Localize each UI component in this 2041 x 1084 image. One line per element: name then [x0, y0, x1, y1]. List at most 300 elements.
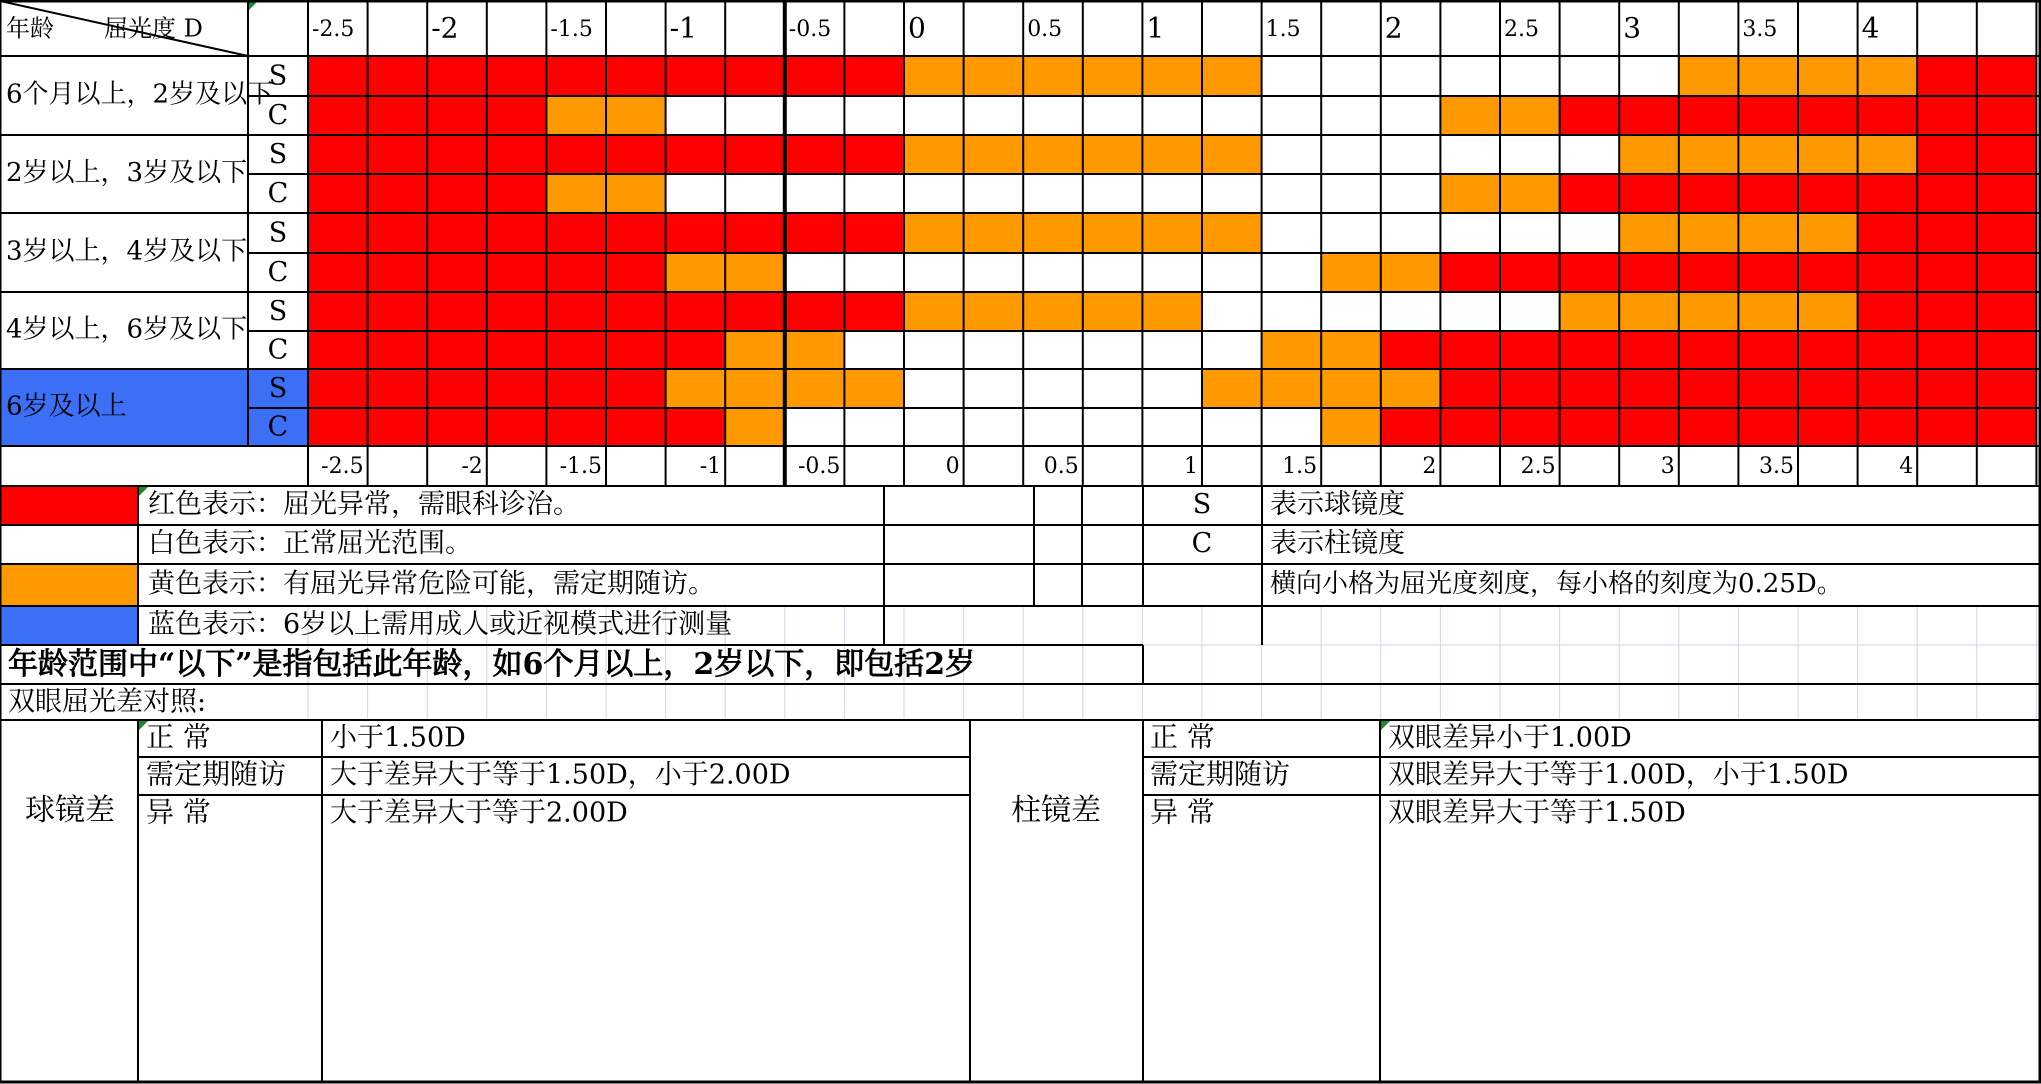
cylinder-level: 需定期随访	[1150, 757, 1291, 791]
heatmap-cell	[1023, 56, 1083, 96]
heatmap-cell	[546, 174, 606, 213]
heatmap-cell	[1202, 96, 1262, 135]
heatmap-cell	[487, 135, 547, 174]
heatmap-cell	[785, 56, 845, 96]
legend-swatch	[0, 525, 138, 564]
legend-swatch	[0, 486, 138, 525]
heatmap-cell	[1619, 174, 1679, 213]
heatmap-cell	[1381, 369, 1441, 408]
heatmap-cell	[427, 213, 487, 253]
heatmap-cell	[725, 253, 785, 292]
heatmap-cell	[1858, 253, 1918, 292]
heatmap-cell	[725, 174, 785, 213]
abbr-code: C	[1191, 528, 1213, 559]
heatmap-cell	[1560, 135, 1620, 174]
heatmap-cell	[1679, 369, 1739, 408]
heatmap-cell	[1500, 253, 1560, 292]
heatmap-cell	[785, 174, 845, 213]
heatmap-cell	[785, 213, 845, 253]
heatmap-cell	[785, 331, 845, 369]
heatmap-cell	[1440, 135, 1500, 174]
heatmap-cell	[1023, 174, 1083, 213]
x-tick-label-top: 2.5	[1504, 17, 1539, 42]
heatmap-cell	[1917, 135, 1977, 174]
heatmap-cell	[1798, 96, 1858, 135]
heatmap-cell	[546, 331, 606, 369]
heatmap-cell	[1083, 292, 1143, 331]
heatmap-cell	[1560, 331, 1620, 369]
heatmap-cell	[1560, 213, 1620, 253]
heatmap-cell	[1917, 174, 1977, 213]
heatmap-cell	[1023, 135, 1083, 174]
heatmap-cell	[666, 135, 726, 174]
heatmap-cell	[844, 369, 904, 408]
heatmap-cell	[1858, 292, 1918, 331]
legend-swatch	[0, 564, 138, 606]
heatmap-cell	[725, 135, 785, 174]
heatmap-cell	[1381, 408, 1441, 446]
abbr-text: 表示柱镜度	[1270, 528, 1405, 559]
heatmap-cell	[546, 292, 606, 331]
heatmap-cell	[964, 253, 1024, 292]
x-tick-label-bottom: 3	[1660, 454, 1675, 479]
heatmap-cell	[1262, 408, 1322, 446]
heatmap-cell	[1142, 253, 1202, 292]
heatmap-cell	[1679, 56, 1739, 96]
heatmap-cell	[1619, 56, 1679, 96]
heatmap-cell	[1977, 331, 2037, 369]
heatmap-cell	[1738, 331, 1798, 369]
heatmap-cell	[1083, 408, 1143, 446]
heatmap-cell	[1858, 213, 1918, 253]
x-tick-label-top: 0.5	[1027, 17, 1063, 42]
heatmap-cell	[606, 369, 666, 408]
header-refraction-label: 屈光度 D	[104, 14, 203, 43]
heatmap-cell	[546, 213, 606, 253]
heatmap-cell	[1858, 56, 1918, 96]
heatmap-cell	[1977, 96, 2037, 135]
heatmap-cell	[844, 331, 904, 369]
heatmap-cell	[546, 56, 606, 96]
heatmap-cell	[725, 56, 785, 96]
heatmap-cell	[1917, 408, 1977, 446]
heatmap-cell	[1798, 292, 1858, 331]
heatmap-cell	[606, 408, 666, 446]
heatmap-cell	[725, 369, 785, 408]
cylinder-level: 正 常	[1150, 720, 1215, 754]
heatmap-cell	[1440, 369, 1500, 408]
heatmap-cell	[1142, 135, 1202, 174]
heatmap-cell	[606, 331, 666, 369]
heatmap-cell	[1560, 56, 1620, 96]
heatmap-cell	[1023, 96, 1083, 135]
heatmap-cell	[1262, 174, 1322, 213]
heatmap-cell	[1560, 96, 1620, 135]
heatmap-cell	[1083, 331, 1143, 369]
heatmap-cell	[785, 369, 845, 408]
heatmap-cell	[1023, 253, 1083, 292]
binocular-title: 双眼屈光差对照:	[8, 686, 207, 718]
sphere-level: 正 常	[146, 720, 211, 754]
heatmap-cell	[666, 56, 726, 96]
heatmap-cell	[1619, 213, 1679, 253]
x-tick-label-top: -0.5	[788, 17, 832, 42]
heatmap-cell	[487, 174, 547, 213]
heatmap-cell	[1917, 292, 1977, 331]
heatmap-cell	[427, 408, 487, 446]
lens-type-label: S	[268, 139, 288, 170]
heatmap-cell	[964, 135, 1024, 174]
heatmap-cell	[606, 56, 666, 96]
heatmap-cell	[1858, 135, 1918, 174]
heatmap-cell	[844, 174, 904, 213]
x-tick-label-bottom: -0.5	[797, 454, 841, 479]
heatmap-cell	[1440, 408, 1500, 446]
heatmap-cell	[1321, 253, 1381, 292]
heatmap-cell	[427, 253, 487, 292]
heatmap-cell	[487, 292, 547, 331]
heatmap-cell	[546, 96, 606, 135]
heatmap-cell	[1381, 96, 1441, 135]
x-tick-label-top: 3	[1623, 11, 1642, 45]
heatmap-cell	[666, 96, 726, 135]
heatmap-cell	[964, 174, 1024, 213]
heatmap-cell	[964, 213, 1024, 253]
sphere-desc: 小于1.50D	[330, 722, 466, 754]
heatmap-cell	[1321, 331, 1381, 369]
x-tick-label-bottom: 1.5	[1282, 454, 1318, 479]
heatmap-cell	[1619, 253, 1679, 292]
heatmap-cell	[725, 331, 785, 369]
heatmap-cell	[546, 369, 606, 408]
heatmap-cell	[1142, 174, 1202, 213]
legend-swatch	[0, 606, 138, 645]
heatmap-cell	[1381, 135, 1441, 174]
heatmap-cell	[1977, 292, 2037, 331]
heatmap-cell	[1262, 331, 1322, 369]
heatmap-cell	[1381, 213, 1441, 253]
x-tick-label-top: -2.5	[312, 17, 355, 42]
heatmap-cell	[1977, 253, 2037, 292]
heatmap-cell	[1738, 369, 1798, 408]
age-range-note: 年龄范围中“以下”是指包括此年龄，如6个月以上，2岁以下，即包括2岁	[8, 647, 976, 682]
heatmap-cell	[666, 253, 726, 292]
heatmap-cell	[1500, 408, 1560, 446]
heatmap-cell	[1142, 292, 1202, 331]
heatmap-cell	[1321, 408, 1381, 446]
heatmap-cell	[1202, 213, 1262, 253]
sphere-desc: 大于差异大于等于2.00D	[330, 797, 628, 829]
heatmap-cell	[844, 213, 904, 253]
heatmap-cell	[546, 135, 606, 174]
heatmap-cell	[1858, 96, 1918, 135]
heatmap-cell	[1262, 369, 1322, 408]
heatmap-cell	[666, 213, 726, 253]
heatmap-cell	[427, 174, 487, 213]
heatmap-cell	[1202, 292, 1262, 331]
heatmap-cell	[1917, 96, 1977, 135]
heatmap-cell	[1202, 253, 1262, 292]
heatmap-cell	[1440, 56, 1500, 96]
x-tick-label-bottom: -2	[461, 454, 483, 479]
heatmap-cell	[725, 96, 785, 135]
sphere-diff-title: 球镜差	[25, 793, 115, 828]
heatmap-cell	[487, 213, 547, 253]
heatmap-cell	[606, 292, 666, 331]
heatmap-cell	[964, 331, 1024, 369]
age-group-label: 6个月以上，2岁及以下	[6, 79, 274, 110]
heatmap-cell	[1142, 213, 1202, 253]
x-tick-label-top: 0	[908, 11, 926, 45]
heatmap-cell	[785, 135, 845, 174]
heatmap-cell	[427, 292, 487, 331]
heatmap-cell	[1440, 253, 1500, 292]
heatmap-cell	[1619, 96, 1679, 135]
heatmap-cell	[1679, 213, 1739, 253]
cylinder-desc: 双眼差异大于等于1.00D，小于1.50D	[1388, 759, 1849, 791]
heatmap-cell	[1083, 56, 1143, 96]
heatmap-cell	[1500, 56, 1560, 96]
heatmap-cell	[427, 96, 487, 135]
heatmap-cell	[1738, 96, 1798, 135]
heatmap-cell	[1560, 408, 1620, 446]
heatmap-cell	[1262, 253, 1322, 292]
x-tick-label-bottom: -1.5	[559, 454, 602, 479]
heatmap-cell	[1858, 174, 1918, 213]
heatmap-cell	[1440, 174, 1500, 213]
lens-type-label: S	[268, 296, 288, 327]
heatmap-cell	[1798, 213, 1858, 253]
heatmap-cell	[1500, 96, 1560, 135]
heatmap-cell	[1321, 56, 1381, 96]
heatmap-cell	[1202, 369, 1262, 408]
heatmap-cell	[1202, 135, 1262, 174]
heatmap-cell	[427, 135, 487, 174]
header-age-label: 年龄	[6, 14, 54, 43]
heatmap-cell	[725, 408, 785, 446]
heatmap-cell	[1262, 135, 1322, 174]
heatmap-cell	[1679, 408, 1739, 446]
heatmap-cell	[1142, 56, 1202, 96]
age-group-label: 2岁以上，3岁及以下	[6, 158, 248, 188]
heatmap-cell	[1500, 213, 1560, 253]
note-marker-icon	[138, 487, 148, 497]
heatmap-cell	[844, 408, 904, 446]
x-tick-label-bottom: 2.5	[1520, 454, 1556, 479]
heatmap-cell	[666, 331, 726, 369]
heatmap-cell	[1023, 331, 1083, 369]
heatmap-cell	[1977, 135, 2037, 174]
heatmap-cell	[427, 56, 487, 96]
heatmap-cell	[1619, 408, 1679, 446]
heatmap-cell	[904, 213, 964, 253]
heatmap-cell	[487, 253, 547, 292]
heatmap-cell	[1619, 292, 1679, 331]
x-tick-label-top: -2	[431, 11, 459, 45]
heatmap-cell	[606, 135, 666, 174]
heatmap-cell	[1202, 174, 1262, 213]
heatmap-cell	[666, 408, 726, 446]
x-tick-label-top: -1	[669, 11, 697, 45]
abbr-text: 表示球镜度	[1270, 489, 1405, 520]
heatmap-cell	[904, 56, 964, 96]
heatmap-cell	[1738, 56, 1798, 96]
x-tick-label-top: 1.5	[1265, 17, 1301, 42]
x-tick-label-top: 1	[1146, 11, 1165, 45]
heatmap-cell	[427, 369, 487, 408]
x-tick-label-bottom: -1	[699, 454, 722, 479]
heatmap-cell	[1679, 135, 1739, 174]
heatmap-cell	[1798, 369, 1858, 408]
x-tick-label-bottom: 3.5	[1759, 454, 1794, 479]
heatmap-cell	[1440, 213, 1500, 253]
heatmap-cell	[1202, 408, 1262, 446]
heatmap-cell	[1023, 369, 1083, 408]
sphere-level: 需定期随访	[146, 757, 287, 791]
heatmap-cell	[964, 369, 1024, 408]
heatmap-cell	[606, 96, 666, 135]
scale-note: 横向小格为屈光度刻度，每小格的刻度为0.25D。	[1270, 569, 1843, 599]
heatmap-cell	[904, 135, 964, 174]
heatmap-cell	[546, 253, 606, 292]
heatmap-cell	[1202, 56, 1262, 96]
heatmap-cell	[1142, 408, 1202, 446]
heatmap-cell	[904, 408, 964, 446]
heatmap-cell	[1858, 369, 1918, 408]
heatmap-cell	[1858, 408, 1918, 446]
heatmap-cell	[1917, 56, 1977, 96]
heatmap-cell	[1798, 408, 1858, 446]
heatmap-cell	[606, 174, 666, 213]
heatmap-cell	[1321, 213, 1381, 253]
x-tick-label-top: 4	[1861, 11, 1880, 45]
heatmap-cell	[1440, 331, 1500, 369]
x-tick-label-top: 2	[1384, 11, 1403, 45]
heatmap-cell	[1560, 292, 1620, 331]
heatmap-cell	[487, 331, 547, 369]
heatmap-cell	[666, 369, 726, 408]
heatmap-cell	[1202, 331, 1262, 369]
heatmap-cell	[844, 135, 904, 174]
heatmap-cell	[725, 292, 785, 331]
lens-type-label: S	[268, 217, 288, 249]
heatmap-cell	[487, 408, 547, 446]
heatmap-cell	[1560, 369, 1620, 408]
heatmap-cell	[1381, 56, 1441, 96]
heatmap-cell	[1262, 213, 1322, 253]
heatmap-cell	[1500, 135, 1560, 174]
x-tick-label-bottom: 4	[1899, 454, 1914, 479]
heatmap-cell	[1798, 135, 1858, 174]
heatmap-cell	[1679, 253, 1739, 292]
cylinder-diff-title: 柱镜差	[1011, 793, 1101, 828]
heatmap-cell	[964, 56, 1024, 96]
heatmap-cell	[1679, 331, 1739, 369]
heatmap-cell	[904, 292, 964, 331]
lens-type-label: C	[267, 178, 289, 209]
heatmap-cell	[1023, 292, 1083, 331]
heatmap-cell	[1977, 369, 2037, 408]
heatmap-cell	[1142, 96, 1202, 135]
heatmap-cell	[904, 253, 964, 292]
age-group-label: 4岁以上，6岁及以下	[6, 314, 248, 345]
heatmap-cell	[1083, 174, 1143, 213]
heatmap-cell	[1977, 56, 2037, 96]
heatmap-cell	[1619, 369, 1679, 408]
heatmap-cell	[666, 292, 726, 331]
heatmap-cell	[1262, 96, 1322, 135]
heatmap-cell	[1023, 408, 1083, 446]
heatmap-cell	[1500, 292, 1560, 331]
heatmap-cell	[1679, 96, 1739, 135]
heatmap-cell	[964, 408, 1024, 446]
heatmap-cell	[1917, 369, 1977, 408]
heatmap-cell	[1679, 174, 1739, 213]
heatmap-cell	[1083, 213, 1143, 253]
heatmap-cell	[487, 96, 547, 135]
heatmap-cell	[1858, 331, 1918, 369]
heatmap-cell	[1798, 253, 1858, 292]
lens-type-label: S	[268, 373, 288, 404]
cylinder-desc: 双眼差异大于等于1.50D	[1388, 797, 1686, 829]
heatmap-cell	[1321, 174, 1381, 213]
heatmap-cell	[1917, 253, 1977, 292]
heatmap-cell	[1321, 292, 1381, 331]
heatmap-cell	[1381, 253, 1441, 292]
sphere-desc: 大于差异大于等于1.50D，小于2.00D	[330, 759, 791, 791]
heatmap-cell	[1023, 213, 1083, 253]
heatmap-cell	[1381, 174, 1441, 213]
lens-type-label: S	[268, 60, 288, 92]
heatmap-cell	[1083, 96, 1143, 135]
heatmap-cell	[1262, 292, 1322, 331]
heatmap-cell	[1738, 174, 1798, 213]
lens-type-label: C	[267, 334, 289, 366]
heatmap-cell	[1440, 292, 1500, 331]
heatmap-cell	[1500, 174, 1560, 213]
cylinder-level: 异 常	[1150, 795, 1215, 829]
heatmap-cell	[1977, 408, 2037, 446]
heatmap-cell	[1560, 174, 1620, 213]
heatmap-cell	[1262, 56, 1322, 96]
heatmap-cell	[1619, 331, 1679, 369]
heatmap-cell	[487, 369, 547, 408]
x-tick-label-top: -1.5	[550, 17, 593, 42]
heatmap-cell	[844, 253, 904, 292]
heatmap-cell	[487, 56, 547, 96]
x-tick-label-bottom: 0	[945, 454, 960, 479]
heatmap-cell	[1500, 369, 1560, 408]
heatmap-cell	[1500, 331, 1560, 369]
heatmap-cell	[964, 96, 1024, 135]
heatmap-cell	[546, 408, 606, 446]
heatmap-cell	[1321, 96, 1381, 135]
legend-text: 红色表示：屈光异常，需眼科诊治。	[148, 489, 580, 520]
heatmap-cell	[1738, 135, 1798, 174]
lens-type-label: C	[267, 257, 289, 288]
heatmap-cell	[1917, 331, 1977, 369]
x-tick-label-bottom: 0.5	[1043, 454, 1079, 479]
sphere-level: 异 常	[146, 795, 211, 829]
x-tick-label-bottom: 1	[1184, 454, 1198, 479]
cylinder-desc: 双眼差异小于1.00D	[1388, 722, 1632, 754]
age-group-label: 3岁以上，4岁及以下	[6, 236, 248, 267]
heatmap-cell	[1381, 292, 1441, 331]
heatmap-cell	[1798, 174, 1858, 213]
lens-type-label: C	[267, 411, 289, 443]
legend-text: 黄色表示：有屈光异常危险可能，需定期随访。	[148, 568, 715, 600]
x-tick-label-bottom: -2.5	[321, 454, 364, 479]
